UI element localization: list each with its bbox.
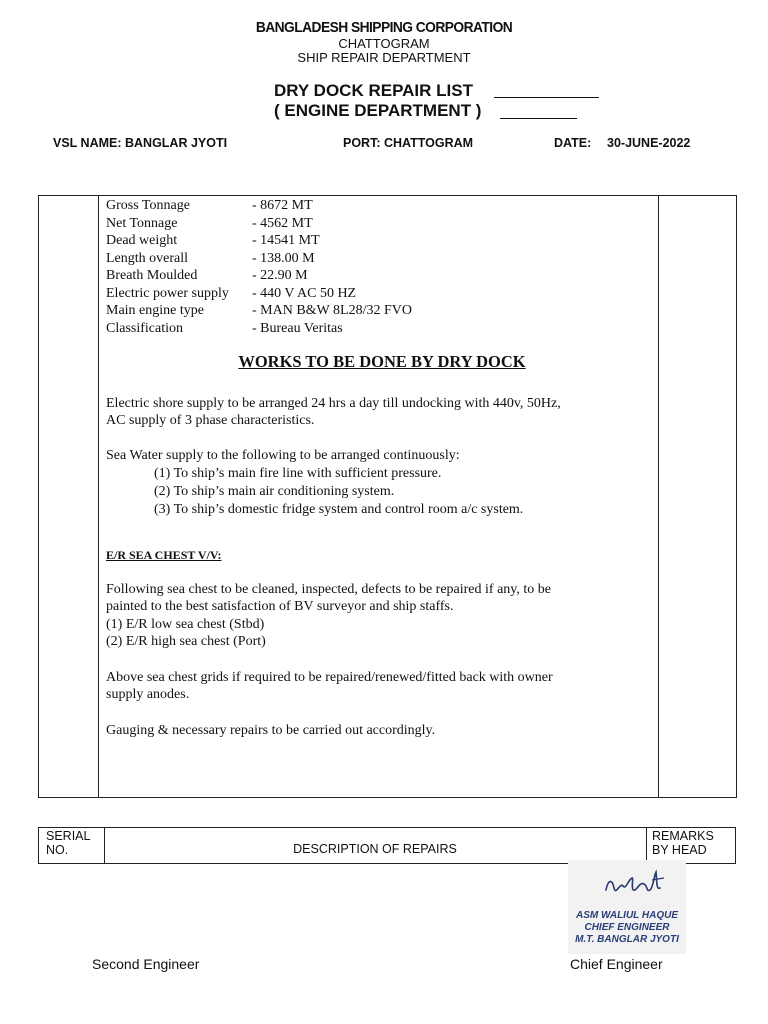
date-value: 30-JUNE-2022	[607, 136, 691, 150]
shore-supply-line-2: AC supply of 3 phase characteristics.	[106, 413, 315, 428]
sea-chest-line-1: Following sea chest to be cleaned, inspected, defects to be repaired if any, to be	[106, 582, 551, 597]
grids-line-2: supply anodes.	[106, 687, 190, 702]
serial-column-divider	[98, 195, 99, 798]
document-title: DRY DOCK REPAIR LIST	[274, 81, 473, 100]
description-header: DESCRIPTION OF REPAIRS	[293, 842, 457, 856]
chief-engineer-stamp	[568, 860, 686, 954]
sea-water-item: (2) To ship’s main air conditioning system.	[154, 484, 395, 499]
stamp-line-name: ASM WALIUL HAQUE	[575, 910, 679, 921]
port-name: PORT: CHATTOGRAM	[343, 136, 474, 150]
organization-city: CHATTOGRAM	[338, 36, 430, 51]
remarks-header-divider	[646, 827, 647, 864]
stamp-line-title: CHIEF ENGINEER	[584, 922, 670, 933]
chief-engineer-label: Chief Engineer	[570, 956, 663, 972]
vessel-name: VSL NAME: BANGLAR JYOTI	[53, 136, 228, 150]
shore-supply-line-1: Electric shore supply to be arranged 24 hrs a day till undocking with 440v, 50Hz,	[106, 396, 561, 411]
stamp-line-vessel: M.T. BANGLAR JYOTI	[575, 934, 679, 945]
serial-header: SERIAL NO.	[46, 829, 91, 857]
works-heading: WORKS TO BE DONE BY DRY DOCK	[238, 352, 526, 371]
sea-chest-item: (2) E/R high sea chest (Port)	[106, 634, 266, 649]
sea-water-intro: Sea Water supply to the following to be arranged continuously:	[106, 448, 460, 463]
subtitle-underline	[500, 118, 577, 119]
second-engineer-label: Second Engineer	[92, 956, 200, 972]
handwritten-signature	[568, 860, 686, 910]
sea-chest-item: (1) E/R low sea chest (Stbd)	[106, 617, 265, 632]
sea-water-item: (3) To ship’s domestic fridge system and control room a/c system.	[154, 502, 524, 517]
document-subtitle: ( ENGINE DEPARTMENT )	[274, 101, 482, 120]
gauging-note: Gauging & necessary repairs to be carried out accordingly.	[106, 723, 436, 738]
organization-name: BANGLADESH SHIPPING CORPORATION	[255, 19, 513, 36]
remarks-header: REMARKS BY HEAD	[652, 829, 714, 857]
title-underline	[494, 97, 599, 98]
remarks-column-divider	[658, 195, 659, 798]
sea-chest-line-2: painted to the best satisfaction of BV surveyor and ship staffs.	[106, 599, 454, 614]
sea-water-item: (1) To ship’s main fire line with sufficient pressure.	[154, 466, 442, 481]
organization-department: SHIP REPAIR DEPARTMENT	[297, 50, 471, 65]
grids-line-1: Above sea chest grids if required to be repaired/renewed/fitted back with owner	[106, 670, 553, 685]
sea-chest-heading: E/R SEA CHEST V/V:	[106, 548, 222, 562]
date-label: DATE:	[554, 136, 592, 150]
